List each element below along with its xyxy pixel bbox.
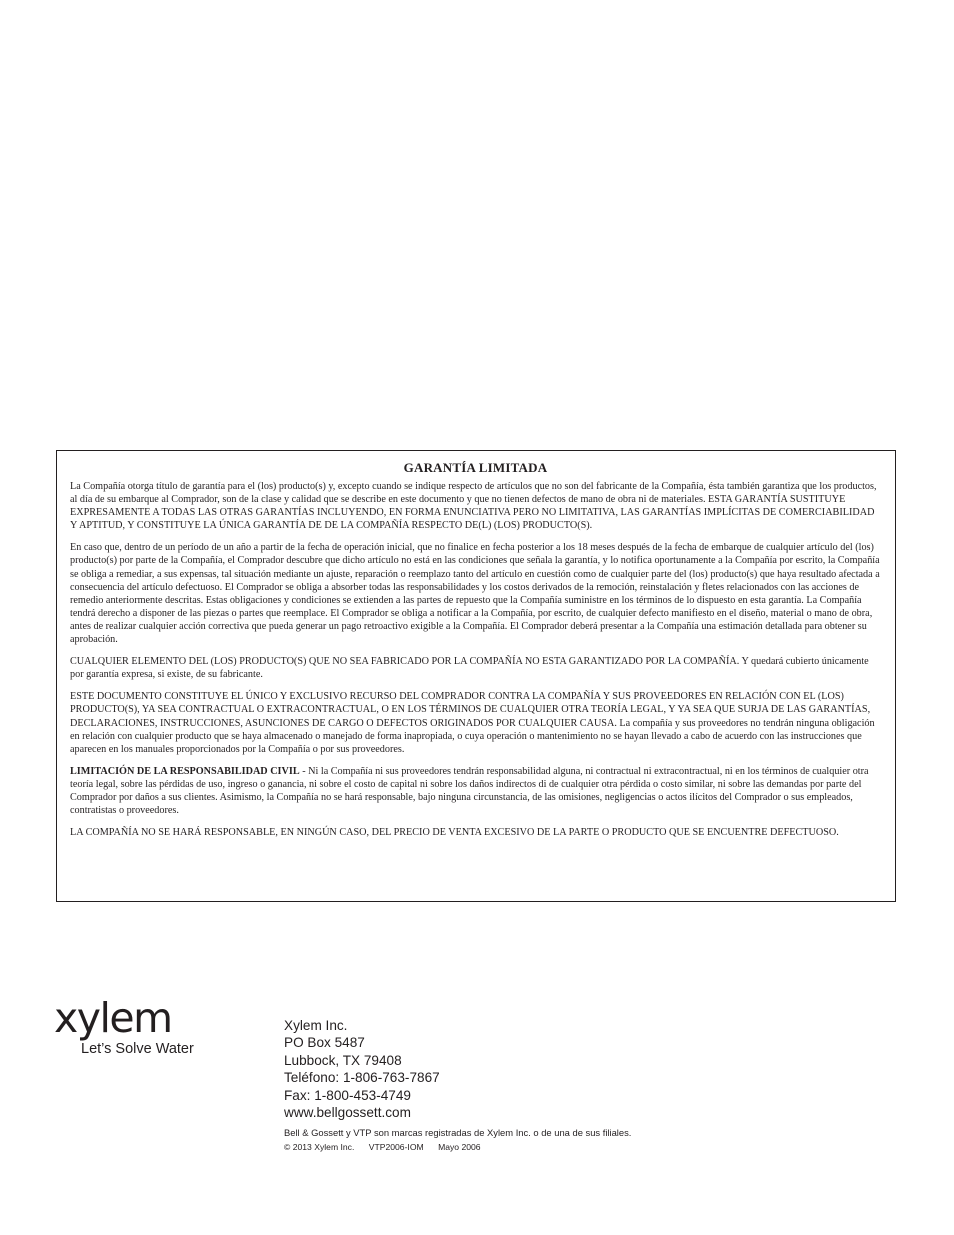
document-code: VTP2006-IOM	[368, 1142, 424, 1152]
document-date: Mayo 2006	[438, 1142, 481, 1152]
liability-heading: LIMITACIÓN DE LA RESPONSABILIDAD CIVIL	[70, 765, 300, 777]
copyright-text: © 2013 Xylem Inc.	[284, 1142, 355, 1152]
city-state-zip: Lubbock, TX 79408	[284, 1052, 402, 1068]
warranty-paragraph-5	[70, 765, 881, 817]
company-name: Xylem Inc.	[284, 1018, 348, 1033]
warranty-paragraph-6: LA COMPAÑÍA NO SE HARÁ RESPONSABLE, EN NINGÚN CASO, DEL PRECIO DE VENTA EXCESIVO DE LA PARTE O PRODUCTO QUE SE ENCUENTRE DEFECTUOSO.	[70, 827, 839, 839]
warranty-paragraph-4: ESTE DOCUMENTO CONSTITUYE EL ÚNICO Y EXCLUSIVO RECURSO DEL COMPRADOR CONTRA LA COMPAÑÍA Y SUS PROVEEDORES EN RELACIÓN CON EL (LOS) PRODUCTO(S), YA SEA CONTRACTUAL O EXTRACONTRACTUAL, O EN LOS TÉRMINOS DE CUALQUIER OTRA TEORÍA LEGAL, Y YA SEA QUE SURJA DE LAS GARANTÍAS, DECLARACIONES, INSTRUCCIONES, ASUNCIONES DE CARGO O DEFECTOS ORIGINADOS POR CUALQUIER CAUSA. La compañía y sus proveedores no tendrán ninguna obligación en relación con cualquier producto que se haya almacenado o manejado de forma inapropiada, o cuya operación o mantenimiento no se hayan llevado a cabo de acuerdo con las instrucciones que aparecen en los manuales proporcionados por la Compañía o por sus proveedores.	[70, 691, 875, 755]
xylem-logo	[54, 994, 244, 1062]
warranty-box	[56, 450, 896, 902]
warranty-title: GARANTÍA LIMITADA	[403, 460, 548, 475]
phone-number: Teléfono: 1-806-763-7867	[284, 1070, 440, 1086]
logo-tagline: Let’s Solve Water	[81, 1041, 194, 1057]
logo-wordmark: xylem	[54, 994, 172, 1042]
trademark-notice: Bell & Gossett y VTP son marcas registradas de Xylem Inc. o de una de sus filiales.	[284, 1127, 632, 1138]
copyright-line	[284, 1142, 493, 1152]
fax-number: Fax: 1-800-453-4749	[284, 1087, 411, 1103]
po-box: PO Box 5487	[284, 1035, 365, 1051]
warranty-paragraph-3: CUALQUIER ELEMENTO DEL (LOS) PRODUCTO(S) QUE NO SEA FABRICADO POR LA COMPAÑÍA NO ESTA GARANTIZADO POR LA COMPAÑÍA. Y quedará cubierto únicamente por garantía expresa, si existe, de su fabricante.	[70, 656, 869, 681]
warranty-paragraph-1: La Compañía otorga título de garantía para el (los) producto(s) y, excepto cuando se indique respecto de artículos que no son del fabricante de la Compañía, ésta también garantiza que los productos, al día de su embarque al Comprador, son de la clase y calidad que se describe en este documento y que no tienen defectos de mano de obra ni de materiales. ESTA GARANTÍA SUSTITUYE EXPRESAMENTE A TODAS LAS OTRAS GARANTÍAS INCLUYENDO, EN FORMA ENUNCIATIVA PERO NO LIMITATIVA, LAS GARANTÍAS IMPLÍCITAS DE COMERCIABILIDAD Y APTITUD, Y CONSTITUYE LA ÚNICA GARANTÍA DE DE LA COMPAÑÍA RESPECTO DE(L) (LOS) PRODUCTO(S).	[70, 481, 877, 532]
liability-body: - Ni la Compañía ni sus proveedores tendrán responsabilidad alguna, ni contractual ni extracontractual, ni en los términos de cualquier otra teoría legal, sobre las pérdidas de uso, ingreso o ganancia, ni sobre el costo de capital ni sobre los daños indirectos di de cualquier otra pérdida o costo similar, ni sobre las demandas por parte del Comprador por daños a sus clientes. Asimismo, la Compañía no se hará responsable, bajo ninguna circunstancia, de las omisiones, negligencias o actos ilícitos del Comprador o sus empleados, contratistas o proveedores.	[70, 765, 869, 817]
company-address	[284, 1017, 440, 1121]
warranty-paragraph-2: En caso que, dentro de un período de un año a partir de la fecha de operación inicial, que no finalice en fecha posterior a los 18 meses después de la fecha de embarque de cualquier artículo del (los) producto(s) por parte de la Compañía, el Comprador descubre que dicho artículo no está en las condiciones que señala la garantía, y lo notifica oportunamente a la Compañía por escrito, la Compañía se obliga a remediar, a sus expensas, tal situación mediante un ajuste, reparación o reemplazo tanto del artículo en cuestión como de cualquier parte del (los) producto(s) que haya resultado afectada a consecuencia del artículo defectuoso. El Comprador se obliga a absorber todas las responsabilidades y los costos derivados de la remoción, reinstalación y fletes relacionados con las acciones de remedio anteriormente descritas. Estas obligaciones y condiciones se extienden a las partes de repuesto que la Compañía suministre en los términos de lo dispuesto en esta garantía. La Compañía tendrá derecho a disponer de las piezas o partes que reemplace. El Comprador se obliga a notificar a la Compañía, por escrito, de cualquier defecto manifiesto en el diseño, material o mano de obra, antes de realizar cualquier acción correctiva que pueda generar un pago retroactivo exigible a la Compañía. El Comprador deberá presentar a la Compañía una estimación detallada para obtener su aprobación.	[70, 542, 880, 646]
website-link[interactable]: www.bellgossett.com	[284, 1105, 411, 1121]
